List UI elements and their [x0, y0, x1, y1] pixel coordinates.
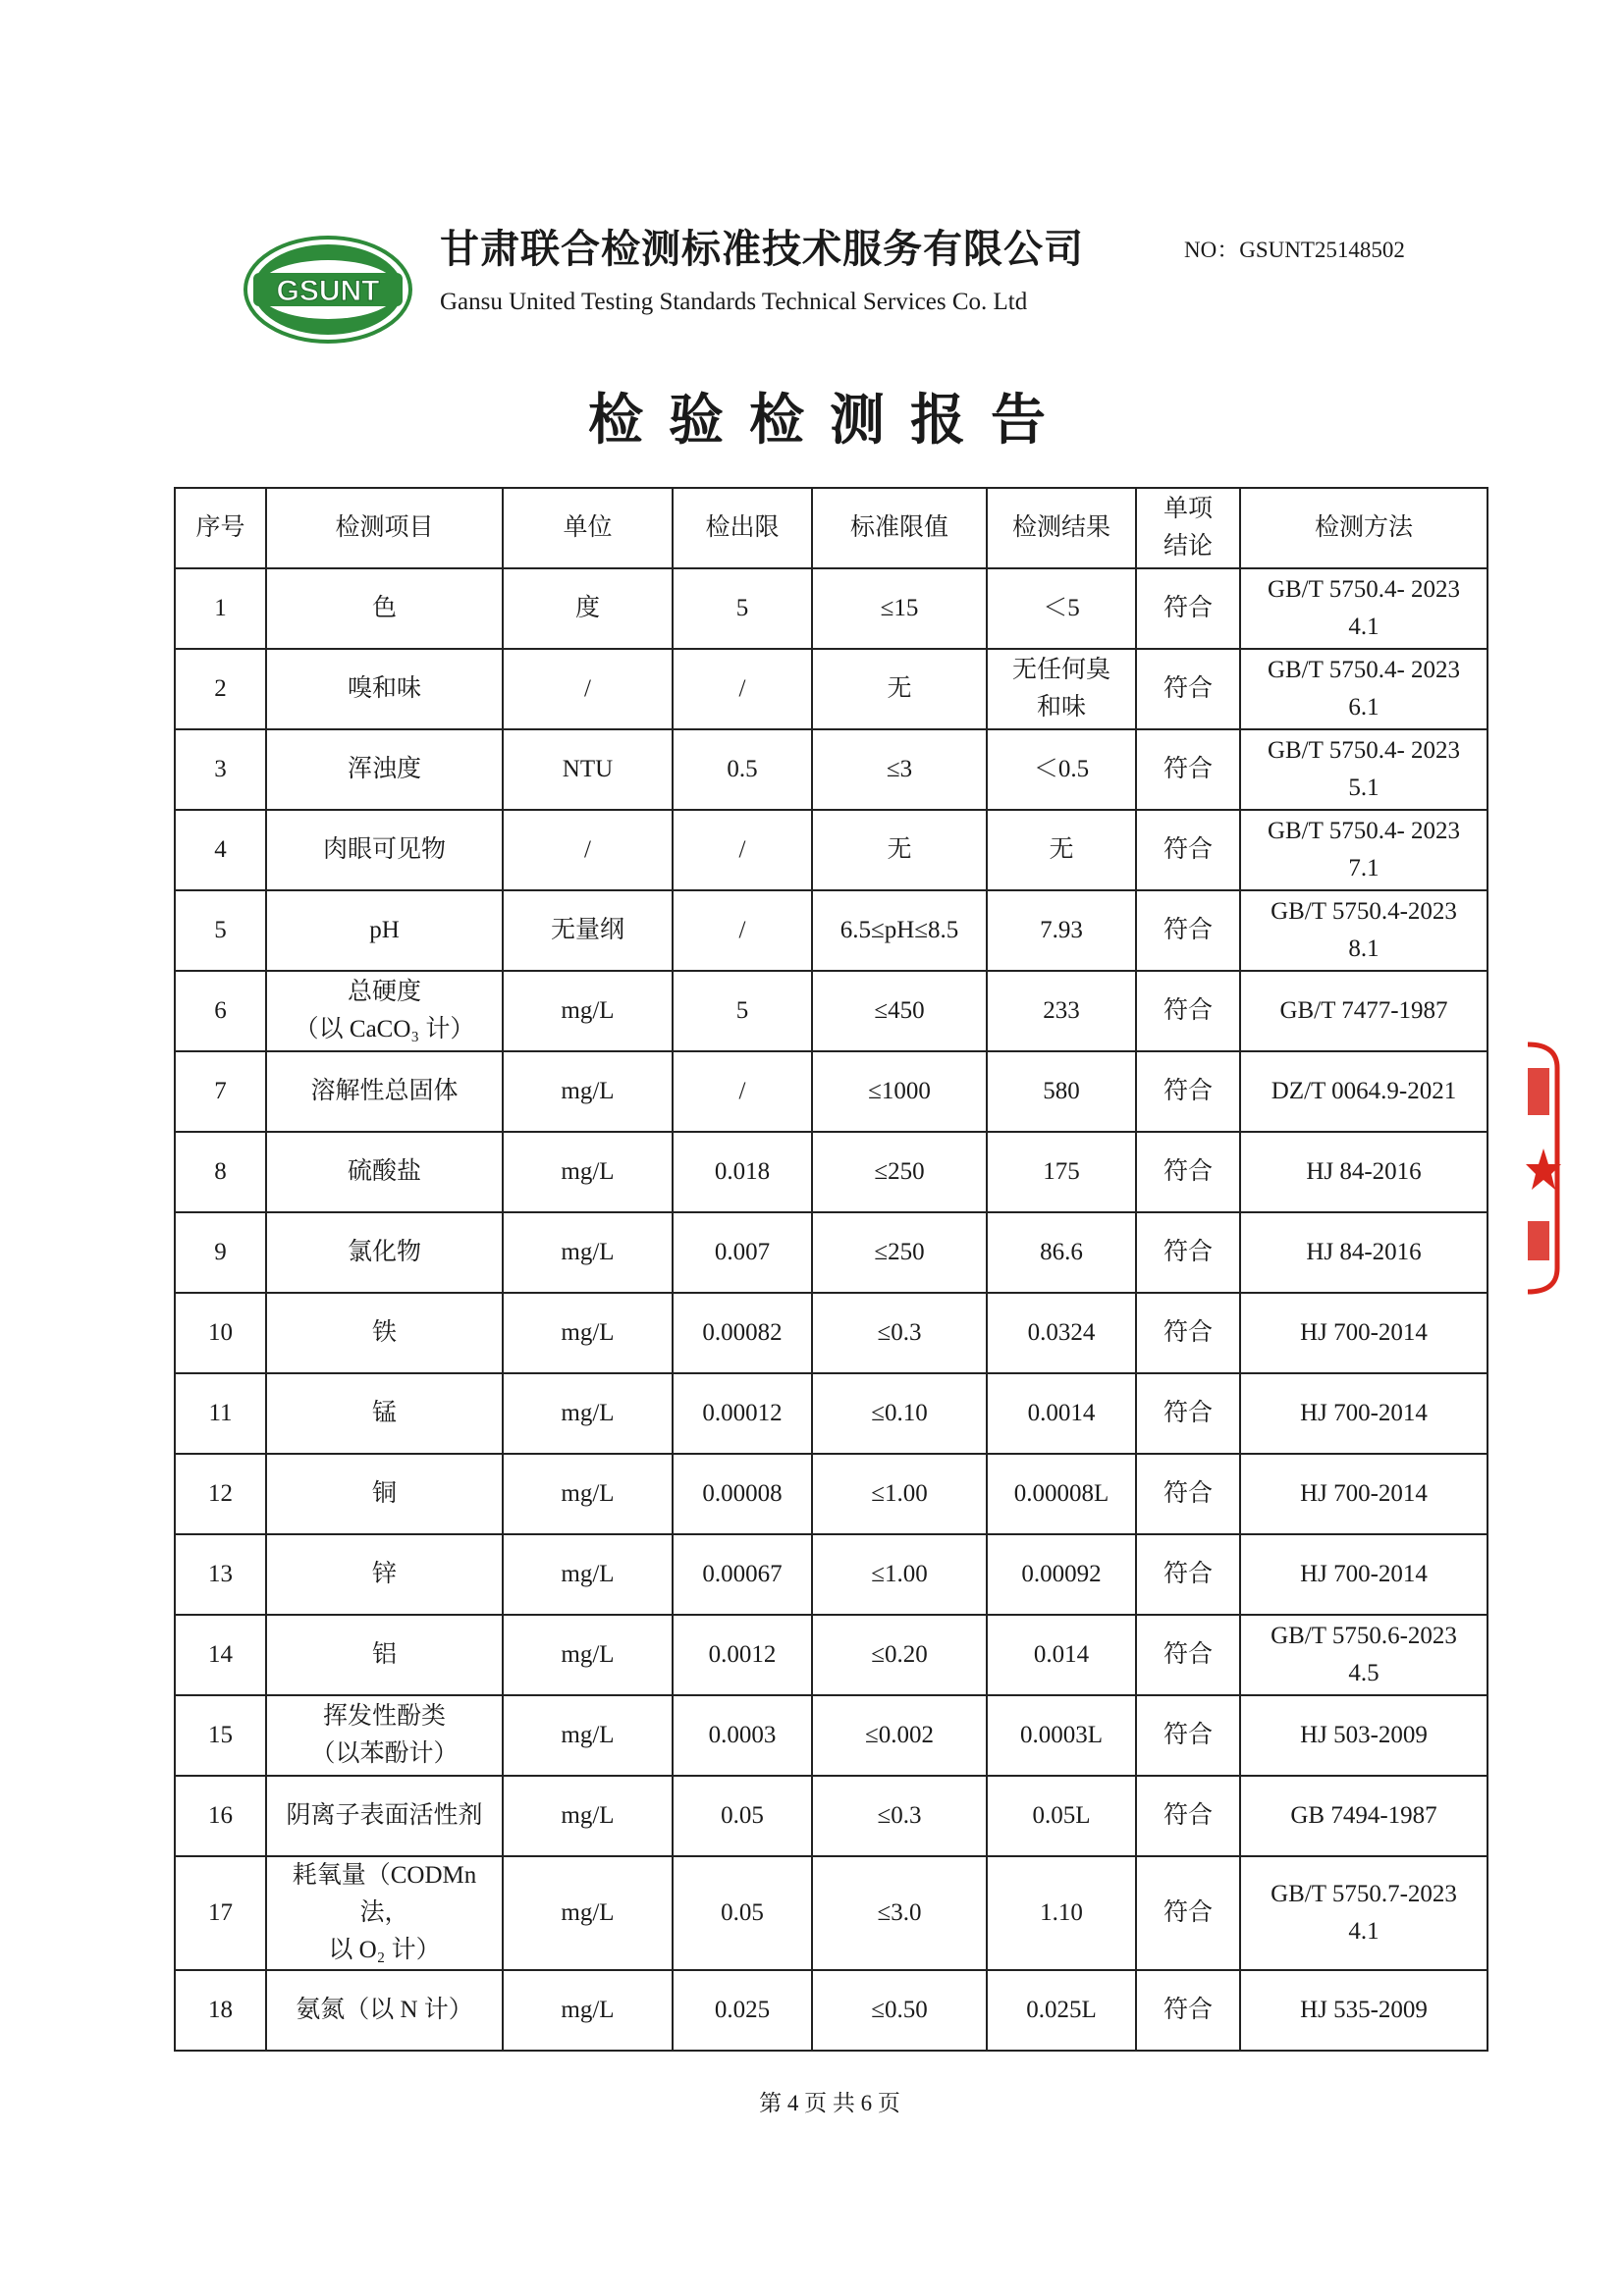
- cell-detection-limit: /: [673, 890, 812, 971]
- cell-standard-limit: ≤0.10: [812, 1373, 987, 1454]
- cell-item-line1: 嗅和味: [347, 675, 421, 702]
- table-header-row: [175, 488, 1488, 568]
- cell-unit: mg/L: [503, 1695, 673, 1776]
- cell-item: [266, 1970, 503, 2051]
- cell-detection-limit: 0.018: [673, 1132, 812, 1212]
- cell-conclusion: 符合: [1136, 1051, 1240, 1132]
- cell-item-line1: 铝: [371, 1641, 397, 1668]
- cell-index: 6: [175, 971, 266, 1051]
- header-item: 检测项目: [266, 488, 503, 568]
- cell-method: [1240, 1132, 1488, 1212]
- cell-conclusion: 符合: [1136, 568, 1240, 649]
- cell-standard-limit: ≤1.00: [812, 1454, 987, 1534]
- cell-conclusion: 符合: [1136, 649, 1240, 729]
- table-row: [175, 1776, 1488, 1856]
- table-row: [175, 1373, 1488, 1454]
- cell-result-line1: 175: [1043, 1158, 1080, 1185]
- cell-method: [1240, 1373, 1488, 1454]
- cell-method-line1: HJ 84-2016: [1306, 1239, 1422, 1265]
- cell-method: [1240, 1212, 1488, 1293]
- gsunt-logo-icon: [243, 236, 412, 344]
- cell-result-line1: 0.025L: [1026, 1997, 1097, 2023]
- cell-result: [987, 729, 1136, 810]
- cell-item: [266, 810, 503, 890]
- cell-method-line1: GB/T 5750.4- 2023: [1267, 737, 1461, 764]
- cell-unit: /: [503, 810, 673, 890]
- cell-method-line2: 4.1: [1348, 1918, 1380, 1945]
- cell-item: [266, 1856, 503, 1970]
- cell-standard-limit: ≤1.00: [812, 1534, 987, 1615]
- header-conclusion-line2: 结论: [1163, 533, 1213, 560]
- table-row: [175, 568, 1488, 649]
- cell-method: [1240, 1695, 1488, 1776]
- cell-result-line1: 无任何臭: [1011, 657, 1110, 683]
- cell-conclusion: 符合: [1136, 1776, 1240, 1856]
- page-number: 第 4 页 共 6 页: [759, 2091, 900, 2115]
- cell-method-line1: HJ 503-2009: [1300, 1722, 1428, 1748]
- cell-result-line1: 0.00008L: [1013, 1480, 1109, 1507]
- cell-unit: mg/L: [503, 1856, 673, 1970]
- cell-index: 9: [175, 1212, 266, 1293]
- cell-conclusion: 符合: [1136, 1970, 1240, 2051]
- cell-method: [1240, 729, 1488, 810]
- cell-detection-limit: 0.00067: [673, 1534, 812, 1615]
- cell-result: [987, 971, 1136, 1051]
- cell-item: [266, 1534, 503, 1615]
- cell-index: 8: [175, 1132, 266, 1212]
- cell-conclusion: 符合: [1136, 1454, 1240, 1534]
- cell-method: [1240, 1970, 1488, 2051]
- cell-item-line1: 浑浊度: [347, 756, 421, 782]
- header-result: 检测结果: [987, 488, 1136, 568]
- cell-unit: mg/L: [503, 1132, 673, 1212]
- cell-item: [266, 971, 503, 1051]
- cell-conclusion: 符合: [1136, 890, 1240, 971]
- results-table: [174, 487, 1488, 2052]
- cell-result: [987, 1534, 1136, 1615]
- cell-standard-limit: ≤0.002: [812, 1695, 987, 1776]
- cell-method: [1240, 890, 1488, 971]
- cell-standard-limit: ≤3.0: [812, 1856, 987, 1970]
- cell-index: 11: [175, 1373, 266, 1454]
- cell-item: [266, 1695, 503, 1776]
- cell-unit: mg/L: [503, 1373, 673, 1454]
- cell-unit: NTU: [503, 729, 673, 810]
- header-method: 检测方法: [1240, 488, 1488, 568]
- cell-item-line1: 肉眼可见物: [322, 836, 446, 863]
- table-row: [175, 1970, 1488, 2051]
- header-unit: 单位: [503, 488, 673, 568]
- cell-item-line2: 以 O₂ 计）: [328, 1937, 441, 1963]
- cell-index: 2: [175, 649, 266, 729]
- cell-conclusion: 符合: [1136, 1373, 1240, 1454]
- cell-conclusion: 符合: [1136, 1212, 1240, 1293]
- cell-result: [987, 1615, 1136, 1695]
- report-title: 检验检测报告: [588, 391, 1071, 452]
- cell-item: [266, 1132, 503, 1212]
- cell-index: 16: [175, 1776, 266, 1856]
- cell-unit: 无量纲: [503, 890, 673, 971]
- cell-standard-limit: ≤3: [812, 729, 987, 810]
- cell-conclusion: 符合: [1136, 1856, 1240, 1970]
- cell-method-line2: 5.1: [1348, 774, 1380, 801]
- cell-item: [266, 1051, 503, 1132]
- cell-index: 3: [175, 729, 266, 810]
- cell-item-line1: 锌: [371, 1561, 397, 1587]
- cell-method-line2: 4.1: [1348, 614, 1380, 640]
- cell-unit: mg/L: [503, 1534, 673, 1615]
- cell-result-line1: 7.93: [1040, 917, 1083, 943]
- cell-result-line1: 580: [1043, 1078, 1080, 1104]
- company-seal: [1522, 1039, 1561, 1298]
- table-row: [175, 890, 1488, 971]
- cell-result: [987, 1776, 1136, 1856]
- cell-method-line1: GB/T 5750.4- 2023: [1267, 818, 1461, 844]
- header-detection-limit: 检出限: [673, 488, 812, 568]
- cell-result: [987, 1293, 1136, 1373]
- cell-result-line1: ＜5: [1043, 595, 1080, 621]
- cell-result: [987, 1051, 1136, 1132]
- cell-standard-limit: ≤0.50: [812, 1970, 987, 2051]
- cell-method: [1240, 1615, 1488, 1695]
- cell-method-line1: HJ 535-2009: [1300, 1997, 1428, 2023]
- cell-method: [1240, 971, 1488, 1051]
- header-conclusion: [1136, 488, 1240, 568]
- cell-item-line1: 总硬度: [347, 979, 421, 1005]
- cell-item-line1: 阴离子表面活性剂: [286, 1802, 483, 1829]
- cell-item: [266, 1212, 503, 1293]
- cell-detection-limit: 0.05: [673, 1856, 812, 1970]
- cell-item-line1: 铁: [371, 1319, 397, 1346]
- cell-standard-limit: ≤0.20: [812, 1615, 987, 1695]
- cell-unit: mg/L: [503, 1212, 673, 1293]
- cell-method: [1240, 568, 1488, 649]
- cell-method-line1: GB/T 5750.4-2023: [1271, 898, 1457, 925]
- cell-item-line1: 氨氮（以 N 计）: [296, 1997, 473, 2023]
- table-row: [175, 1132, 1488, 1212]
- cell-detection-limit: 5: [673, 971, 812, 1051]
- cell-index: 7: [175, 1051, 266, 1132]
- cell-result: [987, 649, 1136, 729]
- cell-result-line2: 和味: [1036, 694, 1086, 721]
- table-row: [175, 1534, 1488, 1615]
- cell-unit: mg/L: [503, 1615, 673, 1695]
- cell-result-line1: 0.0014: [1027, 1400, 1096, 1426]
- header-index: 序号: [175, 488, 266, 568]
- cell-result-line1: 0.014: [1033, 1641, 1090, 1668]
- table-row: [175, 1695, 1488, 1776]
- table-row: [175, 1212, 1488, 1293]
- cell-item-line1: 锰: [371, 1400, 397, 1426]
- cell-detection-limit: 0.025: [673, 1970, 812, 2051]
- cell-item: [266, 890, 503, 971]
- cell-unit: mg/L: [503, 1454, 673, 1534]
- cell-item-line1: 氯化物: [347, 1239, 421, 1265]
- cell-result: [987, 1970, 1136, 2051]
- seal-stamp-icon: [1522, 1039, 1561, 1298]
- cell-conclusion: 符合: [1136, 971, 1240, 1051]
- cell-standard-limit: 无: [812, 649, 987, 729]
- cell-conclusion: 符合: [1136, 1615, 1240, 1695]
- cell-item: [266, 1454, 503, 1534]
- cell-method: [1240, 1534, 1488, 1615]
- cell-item-line1: 硫酸盐: [347, 1158, 421, 1185]
- header-conclusion-line1: 单项: [1163, 496, 1213, 522]
- cell-index: 1: [175, 568, 266, 649]
- cell-unit: mg/L: [503, 1051, 673, 1132]
- cell-conclusion: 符合: [1136, 729, 1240, 810]
- cell-index: 14: [175, 1615, 266, 1695]
- cell-standard-limit: ≤0.3: [812, 1293, 987, 1373]
- table-row: [175, 810, 1488, 890]
- cell-item-line1: 挥发性酚类: [322, 1703, 446, 1730]
- cell-index: 18: [175, 1970, 266, 2051]
- company-logo: [243, 236, 412, 344]
- header-standard-limit: 标准限值: [812, 488, 987, 568]
- cell-conclusion: 符合: [1136, 1293, 1240, 1373]
- cell-method-line1: GB/T 5750.6-2023: [1271, 1623, 1457, 1649]
- cell-unit: mg/L: [503, 1776, 673, 1856]
- cell-index: 10: [175, 1293, 266, 1373]
- company-name-cn: 甘肃联合检测标准技术服务有限公司: [440, 227, 1084, 271]
- cell-result-line1: 0.00092: [1021, 1561, 1102, 1587]
- cell-item: [266, 1373, 503, 1454]
- cell-result-line1: 86.6: [1040, 1239, 1083, 1265]
- cell-result: [987, 1373, 1136, 1454]
- cell-item: [266, 1293, 503, 1373]
- cell-method: [1240, 1856, 1488, 1970]
- report-number: NO：GSUNT25148502: [1184, 238, 1405, 262]
- cell-result-line1: ＜0.5: [1033, 756, 1090, 782]
- cell-method-line1: HJ 700-2014: [1300, 1561, 1428, 1587]
- table-row: [175, 971, 1488, 1051]
- cell-method: [1240, 649, 1488, 729]
- cell-method-line1: HJ 700-2014: [1300, 1400, 1428, 1426]
- cell-detection-limit: /: [673, 810, 812, 890]
- cell-item-line1: 溶解性总固体: [310, 1078, 459, 1104]
- cell-method: [1240, 1776, 1488, 1856]
- cell-unit: mg/L: [503, 1970, 673, 2051]
- cell-result-line1: 1.10: [1040, 1899, 1083, 1926]
- cell-conclusion: 符合: [1136, 810, 1240, 890]
- cell-index: 15: [175, 1695, 266, 1776]
- cell-method: [1240, 810, 1488, 890]
- cell-result: [987, 1132, 1136, 1212]
- cell-method-line2: 7.1: [1348, 855, 1380, 881]
- cell-index: 5: [175, 890, 266, 971]
- cell-item: [266, 568, 503, 649]
- table-row: [175, 1293, 1488, 1373]
- company-name-en: Gansu United Testing Standards Technical Services Co. Ltd: [440, 289, 1028, 315]
- table-row: [175, 1856, 1488, 1970]
- cell-standard-limit: ≤450: [812, 971, 987, 1051]
- cell-item: [266, 729, 503, 810]
- cell-method-line1: GB/T 7477-1987: [1279, 997, 1448, 1024]
- cell-item-line2: （以苯酚计）: [310, 1740, 459, 1767]
- cell-detection-limit: 0.0012: [673, 1615, 812, 1695]
- cell-unit: /: [503, 649, 673, 729]
- cell-result: [987, 1454, 1136, 1534]
- cell-detection-limit: 5: [673, 568, 812, 649]
- cell-detection-limit: /: [673, 649, 812, 729]
- table-row: [175, 1615, 1488, 1695]
- cell-unit: 度: [503, 568, 673, 649]
- cell-conclusion: 符合: [1136, 1534, 1240, 1615]
- cell-detection-limit: /: [673, 1051, 812, 1132]
- cell-method-line1: HJ 700-2014: [1300, 1480, 1428, 1507]
- cell-result-line1: 233: [1043, 997, 1080, 1024]
- cell-unit: mg/L: [503, 971, 673, 1051]
- cell-conclusion: 符合: [1136, 1695, 1240, 1776]
- cell-standard-limit: ≤15: [812, 568, 987, 649]
- cell-detection-limit: 0.007: [673, 1212, 812, 1293]
- cell-detection-limit: 0.0003: [673, 1695, 812, 1776]
- cell-detection-limit: 0.05: [673, 1776, 812, 1856]
- cell-method-line1: HJ 700-2014: [1300, 1319, 1428, 1346]
- cell-method: [1240, 1293, 1488, 1373]
- table-row: [175, 649, 1488, 729]
- cell-standard-limit: ≤0.3: [812, 1776, 987, 1856]
- cell-result-line1: 0.05L: [1032, 1802, 1091, 1829]
- cell-method-line1: DZ/T 0064.9-2021: [1271, 1078, 1457, 1104]
- cell-result-line1: 0.0324: [1027, 1319, 1096, 1346]
- cell-result: [987, 1212, 1136, 1293]
- cell-index: 13: [175, 1534, 266, 1615]
- cell-item-line2: （以 CaCO₃ 计）: [294, 1016, 475, 1042]
- cell-detection-limit: 0.00012: [673, 1373, 812, 1454]
- cell-index: 17: [175, 1856, 266, 1970]
- cell-result-line1: 0.0003L: [1019, 1722, 1104, 1748]
- cell-standard-limit: 无: [812, 810, 987, 890]
- cell-method-line2: 6.1: [1348, 694, 1380, 721]
- cell-result-line1: 无: [1049, 836, 1074, 863]
- cell-method: [1240, 1454, 1488, 1534]
- cell-standard-limit: 6.5≤pH≤8.5: [812, 890, 987, 971]
- cell-detection-limit: 0.5: [673, 729, 812, 810]
- cell-item: [266, 1776, 503, 1856]
- cell-method-line1: GB 7494-1987: [1290, 1802, 1437, 1829]
- cell-method-line2: 4.5: [1348, 1660, 1380, 1686]
- cell-item-line1: pH: [369, 917, 400, 943]
- cell-conclusion: 符合: [1136, 1132, 1240, 1212]
- cell-method: [1240, 1051, 1488, 1132]
- cell-standard-limit: ≤250: [812, 1212, 987, 1293]
- cell-detection-limit: 0.00082: [673, 1293, 812, 1373]
- cell-result: [987, 890, 1136, 971]
- cell-item: [266, 649, 503, 729]
- cell-index: 4: [175, 810, 266, 890]
- cell-unit: mg/L: [503, 1293, 673, 1373]
- cell-standard-limit: ≤1000: [812, 1051, 987, 1132]
- cell-method-line1: HJ 84-2016: [1306, 1158, 1422, 1185]
- cell-item-line1: 色: [371, 595, 397, 621]
- cell-item-line1: 耗氧量（CODMn 法，: [292, 1862, 477, 1926]
- cell-result: [987, 1695, 1136, 1776]
- cell-item-line1: 铜: [371, 1480, 397, 1507]
- cell-method-line2: 8.1: [1348, 935, 1380, 962]
- cell-index: 12: [175, 1454, 266, 1534]
- logo-text: GSUNT: [276, 275, 380, 307]
- table-row: [175, 729, 1488, 810]
- cell-result: [987, 1856, 1136, 1970]
- cell-standard-limit: ≤250: [812, 1132, 987, 1212]
- cell-detection-limit: 0.00008: [673, 1454, 812, 1534]
- cell-method-line1: GB/T 5750.4- 2023: [1267, 657, 1461, 683]
- cell-result: [987, 810, 1136, 890]
- cell-method-line1: GB/T 5750.7-2023: [1271, 1881, 1457, 1907]
- cell-result: [987, 568, 1136, 649]
- table-row: [175, 1051, 1488, 1132]
- cell-item: [266, 1615, 503, 1695]
- table-row: [175, 1454, 1488, 1534]
- cell-method-line1: GB/T 5750.4- 2023: [1267, 576, 1461, 603]
